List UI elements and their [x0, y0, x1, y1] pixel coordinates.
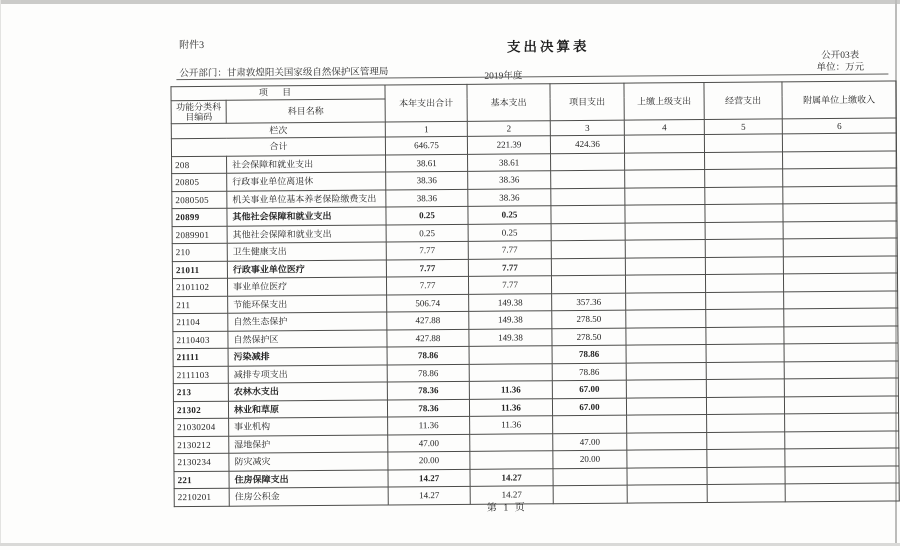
table-meta [790, 50, 890, 75]
column-number: 3 [550, 120, 624, 136]
cell-value [785, 448, 899, 466]
cell-value: 427.88 [387, 329, 469, 347]
cell-code: 211 [173, 296, 228, 314]
cell-value: 78.86 [387, 346, 469, 364]
cell-value [625, 169, 705, 187]
cell-value: 149.38 [469, 293, 552, 311]
cell-value: 38.61 [468, 153, 551, 171]
cell-value: 7.77 [468, 276, 551, 294]
cell-value: 47.00 [553, 433, 627, 451]
cell-value [706, 326, 784, 344]
column-number: 6 [782, 118, 896, 134]
cell-value: 20.00 [388, 451, 470, 469]
column-number: 5 [704, 119, 782, 135]
cell-value [705, 256, 783, 274]
column-number: 4 [624, 119, 704, 135]
header-col-affiliated: 附属单位上缴收入 [782, 81, 896, 119]
cell-value: 78.86 [552, 345, 626, 363]
cell-value: 357.36 [552, 293, 626, 311]
cell-name: 农林水支出 [228, 382, 387, 401]
cell-code: 21030204 [174, 418, 229, 436]
cell-code: 2101102 [172, 278, 227, 296]
cell-code: 2089901 [172, 226, 227, 244]
cell-value [469, 363, 552, 381]
cell-value: 38.36 [386, 171, 468, 189]
cell-value [705, 151, 783, 169]
cell-value: 14.27 [388, 469, 470, 487]
cell-value: 78.86 [387, 364, 469, 382]
unit-label: 单位：万元 [816, 62, 865, 74]
cell-value [784, 395, 898, 413]
cell-code: 2130234 [174, 453, 229, 471]
cell-value [551, 240, 625, 258]
cell-value [784, 308, 898, 326]
cell-code: 21302 [173, 401, 228, 419]
cell-code: 2080505 [172, 191, 227, 209]
cell-value [625, 187, 705, 205]
total-cell-value [782, 133, 896, 151]
cell-value [625, 274, 705, 292]
cell-name: 住房保障支出 [229, 469, 388, 488]
cell-value [625, 257, 705, 275]
cell-value [706, 361, 784, 379]
total-cell-value [704, 134, 782, 152]
header-name-label: 科目名称 [226, 99, 385, 123]
cell-value [627, 432, 707, 450]
total-cell-value: 646.75 [385, 136, 467, 154]
cell-value [785, 483, 899, 501]
cell-value [626, 327, 706, 345]
cell-value [785, 465, 899, 483]
column-number: 2 [467, 121, 550, 137]
cell-value: 38.61 [386, 154, 468, 172]
cell-value [627, 414, 707, 432]
cell-value [705, 274, 783, 292]
table-head-section [171, 81, 897, 156]
cell-value [470, 451, 553, 469]
cell-value: 11.36 [470, 416, 553, 434]
cell-name: 污染减排 [228, 347, 387, 366]
cell-value [470, 433, 553, 451]
header-col-basic: 基本支出 [467, 84, 550, 122]
cell-name: 社会保障和就业支出 [227, 155, 386, 174]
cell-value [706, 344, 784, 362]
cell-value [785, 430, 899, 448]
cell-value [553, 468, 627, 486]
cell-name: 行政事业单位医疗 [227, 259, 386, 278]
cell-name: 机关事业单位基本养老保险缴费支出 [227, 190, 386, 209]
cell-value [783, 168, 897, 186]
table-header-row-1 [171, 81, 896, 101]
cell-value [785, 413, 899, 431]
table-number-label: 公开03表 [821, 50, 860, 62]
total-cell-value [624, 134, 704, 152]
cell-value [783, 255, 897, 273]
column-number: 1 [385, 121, 467, 137]
cell-name: 卫生健康支出 [227, 242, 386, 261]
cell-value [551, 170, 625, 188]
cell-value [705, 204, 783, 222]
cell-name: 事业机构 [229, 417, 388, 436]
cell-value: 47.00 [388, 434, 470, 452]
cell-name: 湿地保护 [229, 434, 388, 453]
cell-value [625, 204, 705, 222]
cell-value: 11.36 [469, 381, 552, 399]
cell-name: 自然保护区 [228, 329, 387, 348]
cell-value [707, 431, 785, 449]
cell-value [551, 188, 625, 206]
cell-value [784, 325, 898, 343]
header-item-group: 项 目 [171, 85, 385, 101]
cell-value: 78.86 [552, 363, 626, 381]
cell-value [626, 379, 706, 397]
cell-code: 2130212 [174, 436, 229, 454]
table-body [172, 150, 900, 506]
cell-value: 67.00 [552, 398, 626, 416]
cell-value: 7.77 [468, 241, 551, 259]
cell-code: 213 [173, 383, 228, 401]
cell-value [705, 239, 783, 257]
cell-value [469, 346, 552, 364]
cell-value [783, 185, 897, 203]
cell-value [551, 275, 625, 293]
cell-value: 67.00 [552, 380, 626, 398]
cell-value [551, 258, 625, 276]
cell-value [707, 414, 785, 432]
total-cell-value: 424.36 [550, 135, 624, 153]
expenditure-table [170, 80, 899, 506]
cell-code: 221 [174, 471, 229, 489]
cell-value [784, 290, 898, 308]
cell-value: 20.00 [553, 450, 627, 468]
cell-value: 7.77 [386, 259, 468, 277]
cell-code: 20899 [172, 208, 227, 226]
cell-value [783, 203, 897, 221]
page-title: 支出决算表 [506, 38, 590, 55]
cell-value: 14.27 [470, 486, 553, 504]
cell-code: 2111103 [173, 366, 228, 384]
cell-value [553, 415, 627, 433]
cell-value [706, 396, 784, 414]
cell-value: 11.36 [388, 416, 470, 434]
cell-code: 2210201 [174, 488, 229, 506]
lanci-label: 栏次 [171, 122, 385, 139]
cell-value [626, 362, 706, 380]
cell-value [627, 484, 707, 502]
cell-value [626, 292, 706, 310]
cell-code: 210 [172, 243, 227, 261]
cell-name: 节能环保支出 [228, 294, 387, 313]
cell-value [706, 291, 784, 309]
cell-value [784, 360, 898, 378]
cell-value [625, 222, 705, 240]
cell-value [626, 344, 706, 362]
cell-value: 506.74 [387, 294, 469, 312]
cell-name: 其他社会保障和就业支出 [227, 207, 386, 226]
cell-code: 2110403 [173, 331, 228, 349]
cell-value [705, 221, 783, 239]
cell-value [783, 238, 897, 256]
cell-value [783, 150, 897, 168]
cell-code: 21011 [172, 261, 227, 279]
cell-value: 0.25 [468, 223, 551, 241]
cell-value [784, 343, 898, 361]
cell-name: 自然生态保护 [228, 312, 387, 331]
department-label: 公开部门：甘肃敦煌阳关国家级自然保护区管理局 [179, 67, 389, 80]
header-col-operating: 经营支出 [704, 82, 782, 120]
cell-value: 38.36 [468, 171, 551, 189]
cell-value: 7.77 [386, 276, 468, 294]
cell-value: 38.36 [468, 188, 551, 206]
cell-value [551, 153, 625, 171]
cell-code: 208 [172, 156, 227, 174]
cell-value: 7.77 [386, 241, 468, 259]
cell-value: 278.50 [552, 328, 626, 346]
attachment-label: 附件3 [179, 39, 205, 52]
cell-value [551, 205, 625, 223]
cell-value [706, 309, 784, 327]
cell-value [627, 467, 707, 485]
cell-value [551, 223, 625, 241]
cell-value [626, 397, 706, 415]
page-number-footer: 第 1 页 [486, 502, 527, 514]
cell-value: 14.27 [470, 468, 553, 486]
cell-value [627, 449, 707, 467]
cell-value [783, 273, 897, 291]
cell-value [705, 186, 783, 204]
cell-value: 38.36 [386, 189, 468, 207]
cell-value [625, 152, 705, 170]
cell-value [707, 466, 785, 484]
cell-value: 0.25 [386, 224, 468, 242]
cell-value: 11.36 [469, 398, 552, 416]
cell-value [783, 220, 897, 238]
cell-name: 林业和草原 [228, 399, 387, 418]
fiscal-year-label: 2019年度 [484, 71, 523, 82]
header-col-project: 项目支出 [550, 83, 624, 121]
cell-value [784, 378, 898, 396]
cell-value: 427.88 [387, 311, 469, 329]
cell-name: 行政事业单位离退休 [227, 172, 386, 191]
cell-value [707, 449, 785, 467]
cell-value: 149.38 [469, 311, 552, 329]
cell-value: 0.25 [468, 206, 551, 224]
cell-code: 21104 [173, 313, 228, 331]
cell-value: 7.77 [468, 258, 551, 276]
total-cell-value: 221.39 [467, 136, 550, 154]
cell-name: 防灾减灾 [229, 452, 388, 471]
cell-value [707, 484, 785, 502]
cell-code: 20805 [172, 173, 227, 191]
cell-value [705, 169, 783, 187]
total-row-label: 合计 [171, 137, 385, 156]
cell-value [626, 309, 706, 327]
cell-value: 278.50 [552, 310, 626, 328]
cell-name: 减排专项支出 [228, 364, 387, 383]
cell-value: 149.38 [469, 328, 552, 346]
cell-code: 21111 [173, 348, 228, 366]
header-code-label: 功能分类科目编码 [171, 100, 226, 123]
cell-name: 住房公积金 [229, 487, 388, 506]
cell-value [706, 379, 784, 397]
cell-value: 14.27 [388, 486, 470, 504]
cell-value [625, 239, 705, 257]
cell-value: 78.36 [387, 399, 469, 417]
cell-value: 0.25 [386, 206, 468, 224]
header-col-upward: 上缴上级支出 [624, 82, 704, 120]
cell-name: 事业单位医疗 [227, 277, 386, 296]
header-col-total: 本年支出合计 [385, 84, 467, 122]
cell-value: 78.36 [387, 381, 469, 399]
cell-name: 其他社会保障和就业支出 [227, 225, 386, 244]
